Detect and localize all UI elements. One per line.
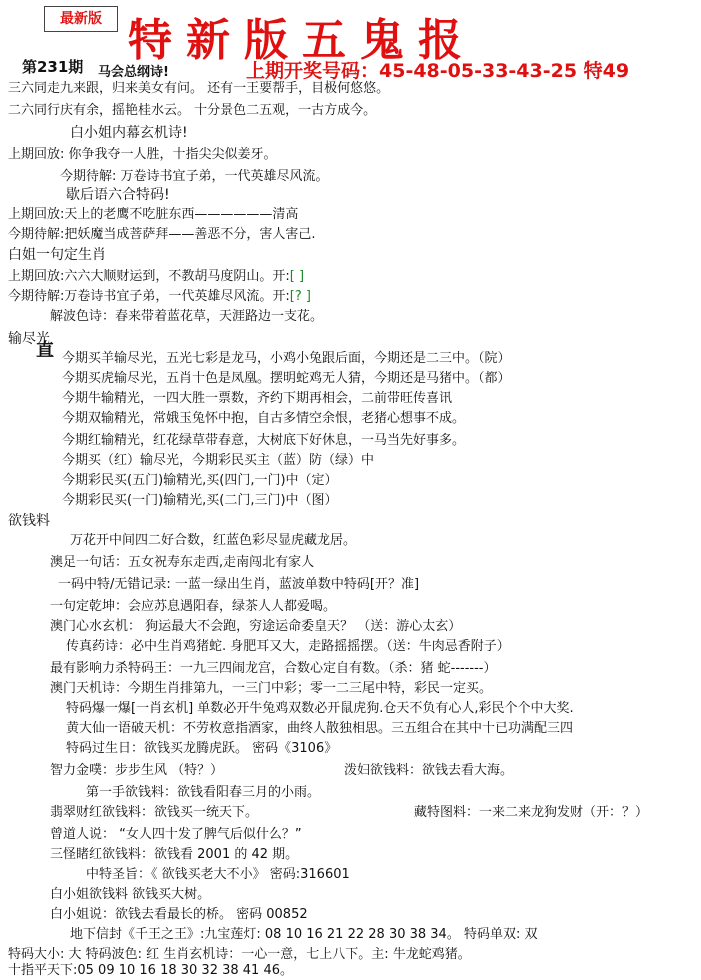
lose-line-5: 今期红输精光，红花绿草带春意，大树底下好休息，一马当先好事多。	[62, 433, 466, 448]
ten-fingers-line: 十指平天下:05 09 10 16 18 30 32 38 41 46。	[8, 963, 293, 978]
lose-heading: 输尽光	[8, 331, 50, 347]
zhongte-line: 中特圣旨：《 欲钱买老大不小》 密码:316601	[86, 867, 350, 882]
section2-pending	[8, 226, 316, 244]
recap-text: 你争我夺一人胜，十指尖尖似姜牙。	[68, 147, 277, 162]
lose-glyph: 直	[36, 340, 54, 361]
latest-edition-badge: 最新版	[44, 6, 118, 32]
page-title: 特新版五鬼报	[128, 15, 476, 66]
recap-label: 上期回放:	[8, 269, 65, 284]
win-line-2: 澳足一句话：五女祝寿东走西,走南闯北有家人	[50, 555, 315, 570]
win-line-6: 传真药诗：必中生肖鸡猪蛇. 身肥耳又大，走路摇摇摆。（送：牛肉忌香附子）	[66, 639, 510, 654]
lose-line-3: 今期牛输精光，一四大胜一票数，齐约下期再相会，二前带旺传喜讯	[62, 391, 453, 406]
win-line-5: 澳门心水玄机： 狗运最大不会跑，穷途运命委皇天？ （送：游心太玄）	[50, 619, 462, 634]
recap-text: 六六大顺财运到，不教胡马度阴山。开:	[64, 269, 290, 284]
recap-bracket: [ ]	[289, 269, 305, 284]
color-poem-label: 解波色诗：	[50, 309, 116, 324]
zeng-line: 曾道人说： “女人四十发了脾气后似什么？”	[50, 827, 302, 842]
win-line-10: 黄大仙一语破天机：不劳枚意指酒家，曲终人散独相思。三五组合在其中十已功满配三四	[66, 721, 574, 736]
pending-text: 万卷诗书宜子弟，一代英雄尽风流。	[120, 169, 329, 184]
win-line-7: 最有影响力杀特码王：一九三四闹龙宫，合数心定自有数。（杀：猪 蛇-------）	[50, 661, 497, 676]
section1-recap	[8, 146, 277, 164]
win-line-11: 特码过生日：欲钱买龙腾虎跃。 密码《3106》	[66, 741, 338, 756]
win-heading: 欲钱料	[8, 513, 50, 529]
lose-line-7: 今期彩民买(五门)输精光,买(四门,一门)中（定）	[62, 473, 338, 488]
pending-label: 今期待解:	[60, 169, 117, 184]
section1-pending	[60, 168, 329, 186]
lose-line-1: 今期买羊输尽光，五光七彩是龙马，小鸡小兔跟后面，今期还是二三中。（院）	[62, 351, 511, 366]
win-line-1: 万花开中间四二好合数，红蓝色彩尽显虎藏龙居。	[70, 533, 357, 548]
last-draw-numbers: 上期开奖号码：45-48-05-33-43-25 特49	[246, 60, 630, 82]
lose-line-4: 今期双输精光，常娥玉兔怀中抱，自古多情空余恨，老猪心想事不成。	[62, 411, 466, 426]
win-line-3: 一码中特/无错记录: 一蓝一绿出生肖，蓝波单数中特码[开？准]	[58, 577, 420, 592]
lose-line-2: 今期买虎输尽光，五肖十色是凤凰。摆明蛇鸡无人猜，今期还是马猪中。（都）	[62, 371, 511, 386]
pending-label: 今期待解:	[8, 227, 65, 242]
first-hand-line: 第一手欲钱料：欲钱看阳春三月的小雨。	[86, 785, 321, 800]
section3-recap	[8, 268, 304, 286]
win-line-8: 澳门天机诗：今期生肖排第九，一三门中彩；零一二三尾中特，彩民一定买。	[50, 681, 493, 696]
section3-pending	[8, 288, 311, 306]
recap-label: 上期回放:	[8, 207, 65, 222]
size-line: 特码大小: 大 特码波色: 红 生肖玄机诗：一心一意，七上八下。主: 牛龙蛇鸡猪。	[8, 947, 471, 962]
pending-text: 把妖魔当成菩萨拜——善恶不分，害人害己.	[64, 227, 316, 242]
lose-line-6: 今期买（红）输尽光，今期彩民买主（蓝）防（绿）中	[62, 453, 375, 468]
poem-line-2: 二六同行庆有余，摇艳桂水云。 十分景色二五观，一古方成今。	[8, 103, 377, 118]
win-line-4: 一句定乾坤：会应苏息遇阳春，绿茶人人都爱喝。	[50, 599, 337, 614]
color-poem	[50, 308, 323, 326]
book-line: 地下信封《千王之王》:九宝莲灯: 08 10 16 21 22 28 30 38 34。 特码单双: 双	[70, 927, 538, 942]
san-line: 三怪睹红欲钱料：欲钱看 2001 的 42 期。	[50, 847, 299, 862]
poem-line-1: 三六同走九来跟，归来美女有问。 还有一王要帮手，目极何悠悠。	[8, 81, 390, 96]
section3-heading: 白姐一句定生肖	[8, 247, 106, 263]
lose-line-8: 今期彩民买(一门)输精光,买(二门,三门)中（图）	[62, 493, 338, 508]
color-poem-text: 春来带着蓝花草，天涯路边一支花。	[115, 309, 324, 324]
recap-label: 上期回放:	[8, 147, 65, 162]
bai-line-1: 白小姐欲钱料 欲钱买大树。	[50, 887, 211, 902]
win-line-9: 特码爆一爆[一肖玄机] 单数必开牛兔鸡双数必开鼠虎狗.仓天不负有心人,彩民个个中大奖.	[66, 701, 574, 716]
pair2-right: 藏特图料：一来二来龙狗发财（开：？）	[414, 805, 649, 820]
pair2-left: 翡翠财红欲钱料：欲钱买一统天下。	[50, 805, 259, 820]
pending-bracket: [? ]	[289, 289, 311, 304]
recap-text: 天上的老鹰不吃脏东西——————清高	[64, 207, 299, 222]
pending-label: 今期待解:	[8, 289, 65, 304]
section1-heading: 白小姐内幕玄机诗!	[70, 125, 188, 141]
section2-recap	[8, 206, 298, 224]
issue-number: 第231期	[22, 58, 84, 76]
poem-subtitle: 马会总纲诗!	[98, 65, 169, 80]
pair1-right: 泼妇欲钱料：欲钱去看大海。	[344, 763, 514, 778]
bai-line-2: 白小姐说：欲钱去看最长的桥。 密码 00852	[50, 907, 308, 922]
section2-heading: 歇后语六合特码!	[66, 187, 170, 203]
pending-text: 万卷诗书宜子弟，一代英雄尽风流。开:	[64, 289, 290, 304]
pair1-left: 智力金噗：步步生风 （特？）	[50, 763, 224, 778]
